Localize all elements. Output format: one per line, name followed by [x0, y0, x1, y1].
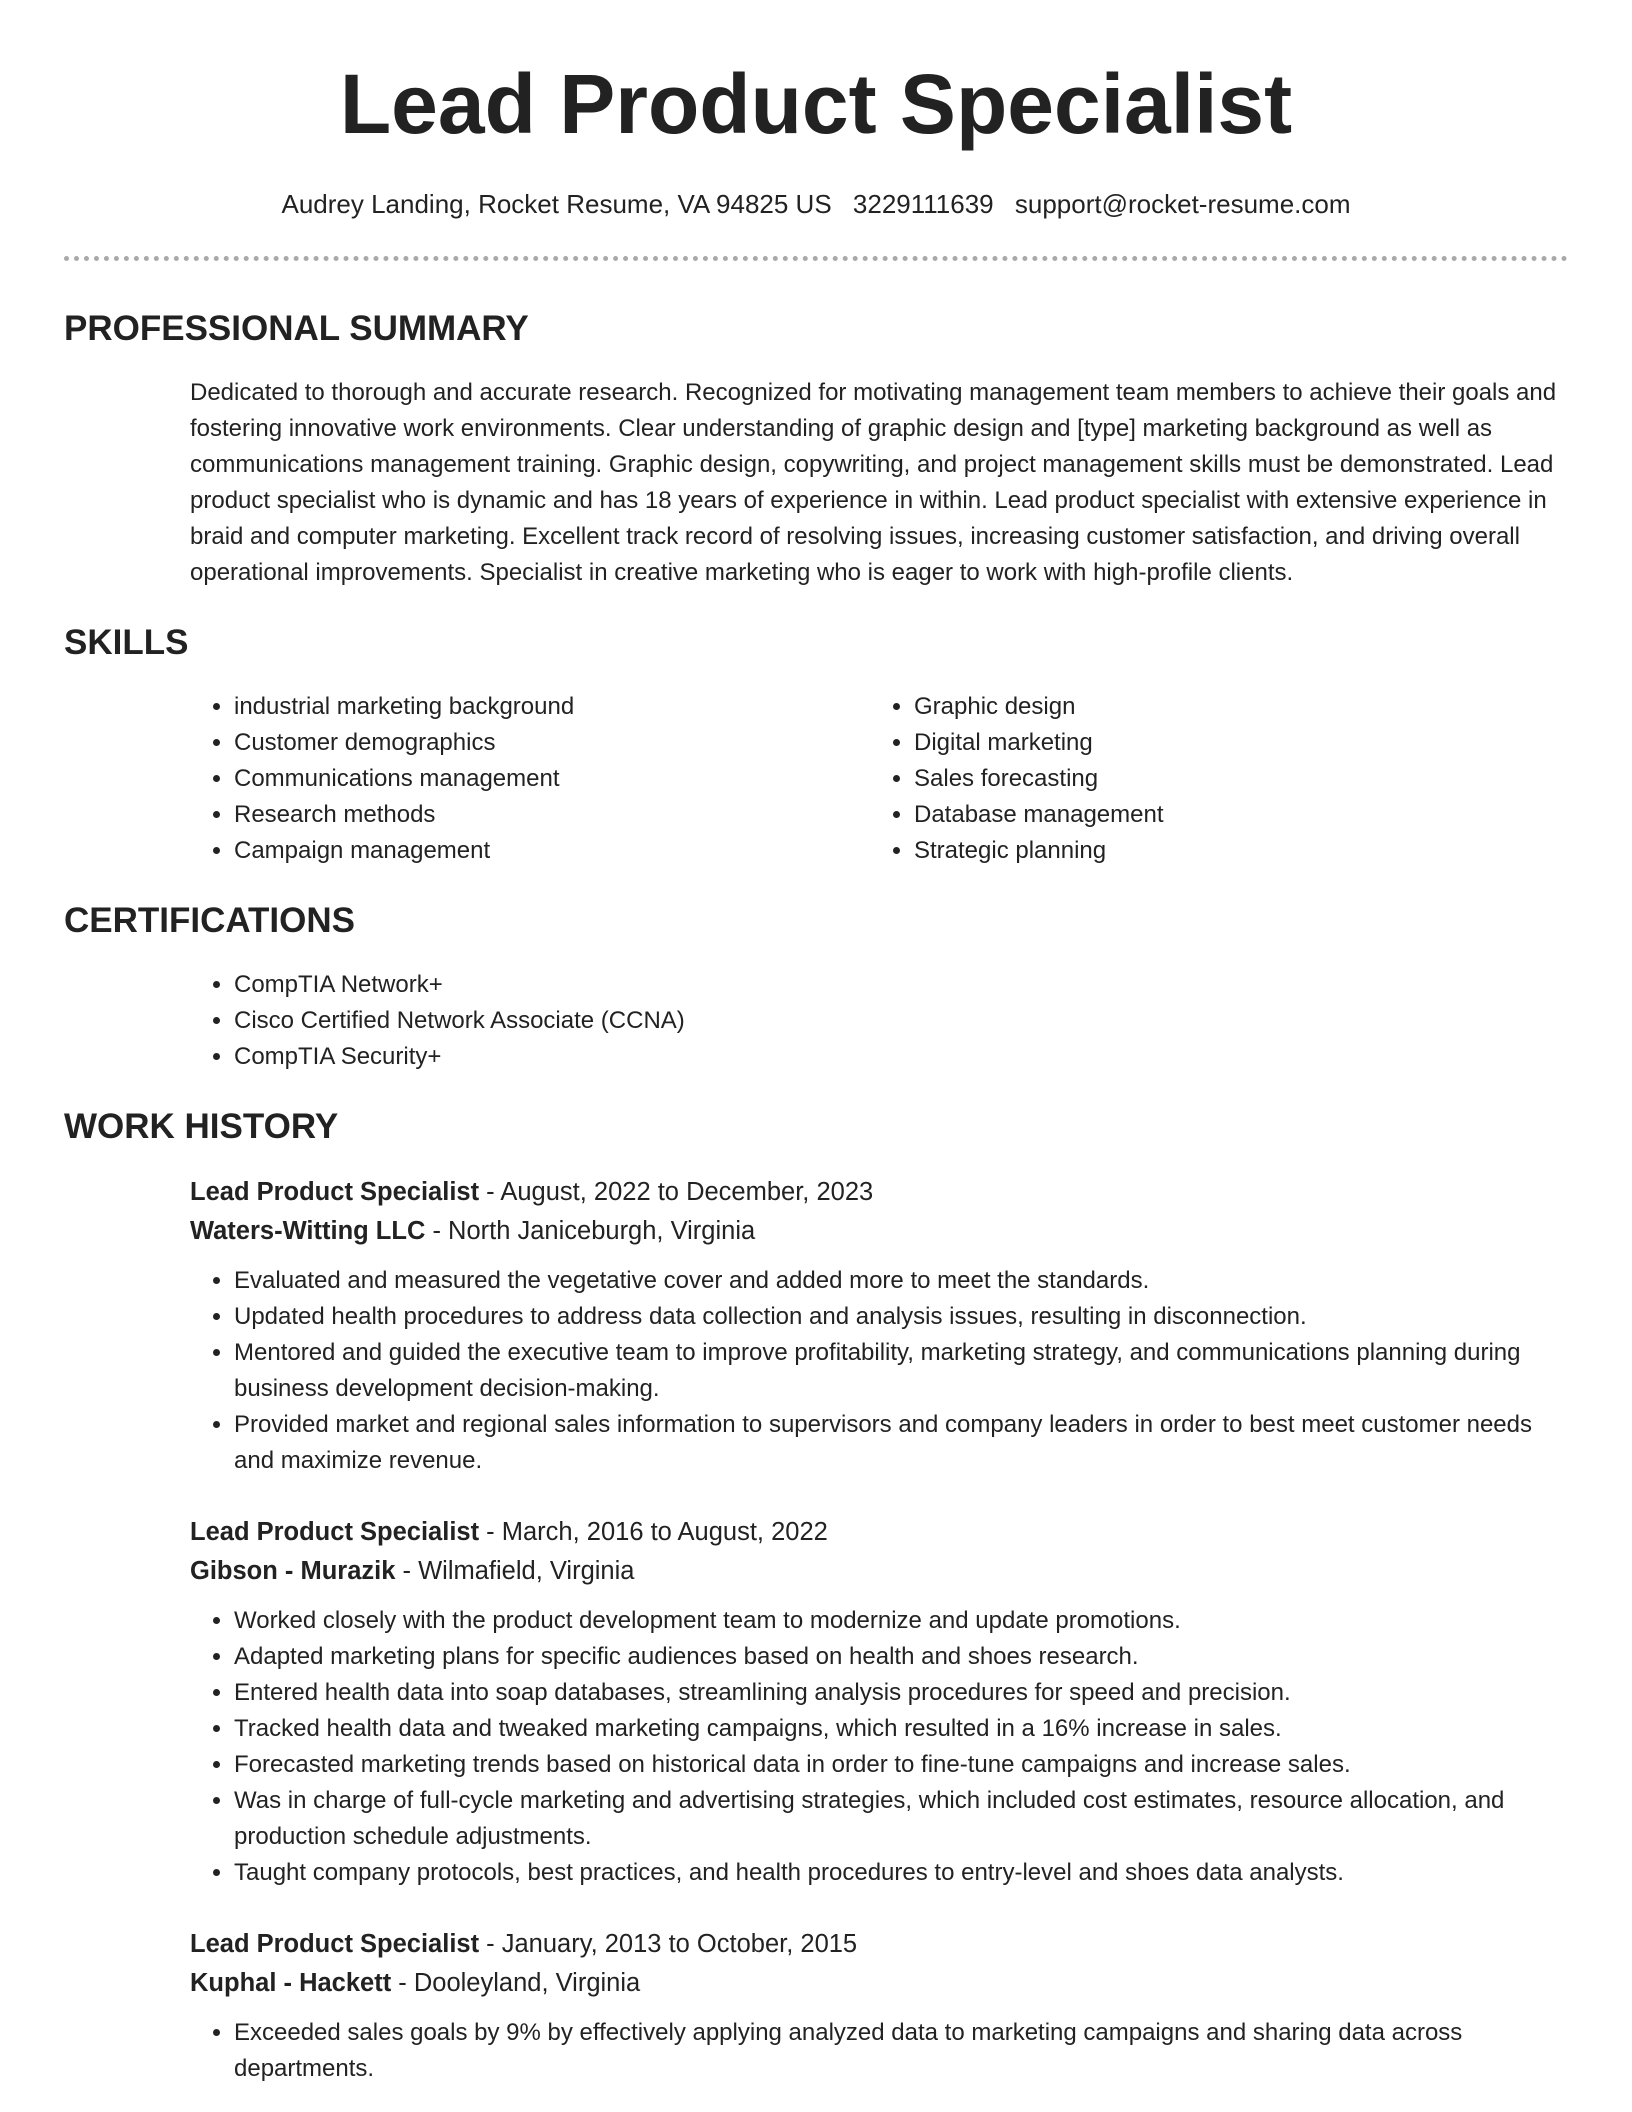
- skill-item: • industrial marketing background: [234, 689, 870, 725]
- skill-item: • Sales forecasting: [914, 761, 1550, 797]
- job-company: Kuphal - Hackett: [190, 1969, 392, 1997]
- phone: 3229111639: [852, 189, 994, 219]
- job-bullet: • Entered health data into soap databases, streamlining analysis procedures for speed and precision.: [234, 1675, 1568, 1711]
- job-location: - Dooleyland, Virginia: [391, 1969, 641, 1997]
- job-company-line: [190, 1212, 1568, 1251]
- skill-item: • Database management: [914, 797, 1550, 833]
- job-role: Lead Product Specialist: [190, 1178, 480, 1206]
- skill-item: • Communications management: [234, 761, 870, 797]
- job-bullet: • Exceeded sales goals by 9% by effectively applying analyzed data to marketing campaigns and sharing data across departments.: [234, 2015, 1568, 2087]
- contact-line: [64, 186, 1568, 222]
- skill-item: • Strategic planning: [914, 833, 1550, 869]
- job-role: Lead Product Specialist: [190, 1518, 480, 1546]
- work-history-heading: WORK HISTORY: [64, 1107, 339, 1146]
- skill-item: • Customer demographics: [234, 725, 870, 761]
- skills-column-left: [190, 689, 870, 869]
- job-bullet: • Adapted marketing plans for specific audiences based on health and shoes research.: [234, 1639, 1568, 1675]
- job-dates: - August, 2022 to December, 2023: [479, 1178, 874, 1206]
- job-bullets: [190, 1263, 1568, 1479]
- skill-item: • Digital marketing: [914, 725, 1550, 761]
- job-location: - North Janiceburgh, Virginia: [425, 1217, 756, 1245]
- skills-heading: SKILLS: [64, 623, 189, 662]
- job-role: Lead Product Specialist: [190, 1930, 480, 1958]
- skills-column-right: [870, 689, 1550, 869]
- resume-title: Lead Product Specialist: [339, 57, 1293, 151]
- job-bullets: [190, 1603, 1568, 1891]
- certification-item: • CompTIA Security+: [234, 1039, 1568, 1075]
- job-entry: [190, 1513, 1568, 1891]
- job-bullet: • Taught company protocols, best practices, and health procedures to entry-level and shoes data analysts.: [234, 1855, 1568, 1891]
- dotted-divider: [64, 256, 1568, 261]
- certification-items: [190, 967, 1568, 1075]
- job-dates: - March, 2016 to August, 2022: [479, 1518, 828, 1546]
- job-company: Gibson - Murazik: [190, 1557, 396, 1585]
- summary-text: Dedicated to thorough and accurate research. Recognized for motivating management team members to achieve their goals and fostering innovative work environments. Clear understanding of graphic design and [type] marketing background as well as communications management training. Graphic design, copywriting, and project management skills must be demonstrated. Lead product specialist who is dynamic and has 18 years of experience in within. Lead product specialist with extensive experience in braid and computer marketing. Excellent track record of resolving issues, increasing customer satisfaction, and driving overall operational improvements. Specialist in creative marketing who is eager to work with high-profile clients.: [190, 379, 1557, 586]
- job-bullet: • Evaluated and measured the vegetative cover and added more to meet the standards.: [234, 1263, 1568, 1299]
- job-bullet: • Mentored and guided the executive team to improve profitability, marketing strategy, and communications planning during business development decision-making.: [234, 1335, 1568, 1407]
- skill-item: • Graphic design: [914, 689, 1550, 725]
- skills-list: [190, 689, 1568, 869]
- job-bullet: • Worked closely with the product development team to modernize and update promotions.: [234, 1603, 1568, 1639]
- certifications-list: [190, 967, 1568, 1075]
- job-entry: [190, 1925, 1568, 2087]
- summary-heading: PROFESSIONAL SUMMARY: [64, 309, 529, 348]
- skill-item: • Campaign management: [234, 833, 870, 869]
- certification-item: • Cisco Certified Network Associate (CCNA): [234, 1003, 1568, 1039]
- email: support@rocket-resume.com: [1014, 189, 1351, 219]
- job-company-line: [190, 1964, 1568, 2003]
- address: Audrey Landing, Rocket Resume, VA 94825 US: [281, 189, 832, 219]
- job-role-line: [190, 1513, 1568, 1552]
- job-bullet: • Was in charge of full-cycle marketing and advertising strategies, which included cost estimates, resource allocation, and production schedule adjustments.: [234, 1783, 1568, 1855]
- job-bullet: • Provided market and regional sales information to supervisors and company leaders in order to best meet customer needs and maximize revenue.: [234, 1407, 1568, 1479]
- job-bullet: • Tracked health data and tweaked marketing campaigns, which resulted in a 16% increase in sales.: [234, 1711, 1568, 1747]
- job-dates: - January, 2013 to October, 2015: [479, 1930, 858, 1958]
- skill-item: • Research methods: [234, 797, 870, 833]
- job-bullets: [190, 2015, 1568, 2087]
- job-company: Waters-Witting LLC: [190, 1217, 426, 1245]
- certification-item: • CompTIA Network+: [234, 967, 1568, 1003]
- job-company-line: [190, 1552, 1568, 1591]
- job-location: - Wilmafield, Virginia: [395, 1557, 635, 1585]
- job-bullet: • Forecasted marketing trends based on historical data in order to fine-tune campaigns and increase sales.: [234, 1747, 1568, 1783]
- job-entry: [190, 1173, 1568, 1479]
- job-role-line: [190, 1925, 1568, 1964]
- job-bullet: • Updated health procedures to address data collection and analysis issues, resulting in disconnection.: [234, 1299, 1568, 1335]
- certifications-heading: CERTIFICATIONS: [64, 901, 356, 940]
- job-role-line: [190, 1173, 1568, 1212]
